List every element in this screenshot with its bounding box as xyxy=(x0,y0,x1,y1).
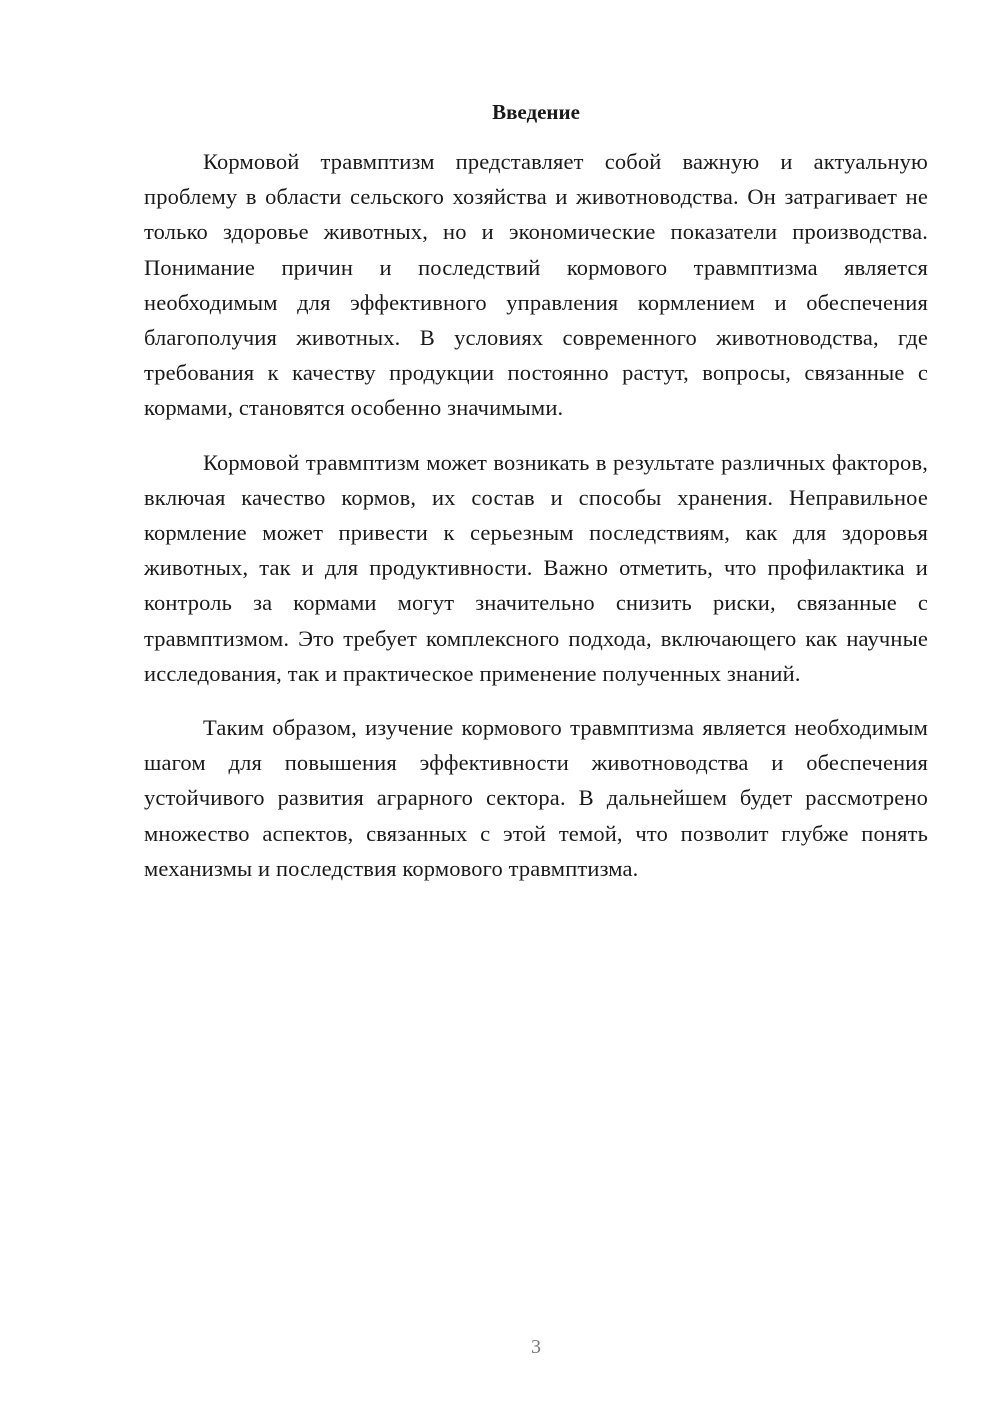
paragraph-1: Кормовой травмптизм представляет собой важную и актуальную проблему в области сельского хозяйства и животноводства. Он затрагивает не только здоровье животных, но и экономические показатели производства. Понимание причин и последствий кормового травмптизма является необходимым для эффективного управления кормлением и обеспечения благополучия животных. В условиях современного животноводства, где требования к качеству продукции постоянно растут, вопросы, связанные с кормами, становятся особенно значимыми. xyxy=(144,149,928,421)
paragraph-2: Кормовой травмптизм может возникать в результате различных факторов, включая качество кормов, их состав и способы хранения. Неправильное кормление может привести к серьезным последствиям, как для здоровья животных, так и для продуктивности. Важно отметить, что профилактика и контроль за кормами могут значительно снизить риски, связанные с травмптизмом. Это требует комплексного подхода, включающего как научные исследования, так и практическое применение полученных знаний. xyxy=(144,449,928,686)
document-body xyxy=(144,144,928,905)
page-number: 3 xyxy=(531,1336,541,1358)
paragraph-3: Таким образом, изучение кормового травмптизма является необходимым шагом для повышения эффективности животноводства и обеспечения устойчивого развития аграрного сектора. В дальнейшем будет рассмотрено множество аспектов, связанных с этой темой, что позволит глубже понять механизмы и последствия кормового травмптизма. xyxy=(144,715,928,881)
section-heading: Введение xyxy=(492,100,580,124)
